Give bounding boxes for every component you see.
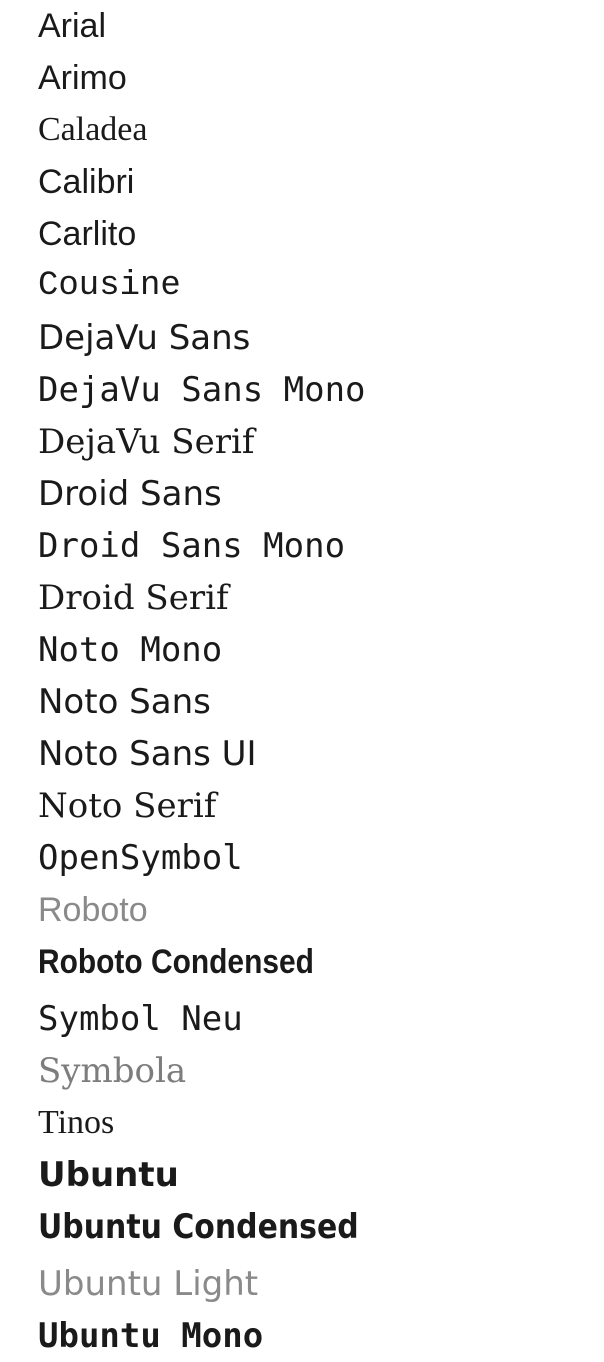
font-sample-row: Noto Mono [38, 630, 223, 670]
font-sample-row: Noto Sans UI [38, 734, 257, 774]
font-sample-row: Arial [38, 7, 107, 45]
font-sample-row: Arimo [38, 59, 127, 97]
font-sample-row: Calibri [38, 163, 135, 201]
font-sample-row: OpenSymbol [38, 838, 243, 878]
font-sample-row: Ubuntu Condensed [38, 1207, 359, 1247]
font-sample-row: DejaVu Serif [38, 422, 255, 462]
font-sample-row: Noto Serif [38, 786, 217, 826]
font-sample-row: Noto Sans [38, 682, 211, 722]
font-sample-row: Roboto [38, 891, 148, 929]
font-sample-row: Droid Serif [38, 578, 229, 618]
font-sample-row: Droid Sans Mono [38, 526, 346, 566]
font-sample-row: Ubuntu Mono [38, 1316, 264, 1356]
font-sample-row: DejaVu Sans Mono [38, 370, 366, 410]
font-sample-row: Symbola [38, 1051, 187, 1091]
font-sample-row: Roboto Condensed [38, 943, 314, 981]
font-sample-row: DejaVu Sans [38, 318, 251, 358]
font-sample-row: Ubuntu Light [38, 1264, 259, 1304]
font-sample-row: Symbol Neu [38, 999, 243, 1039]
font-sample-row: Carlito [38, 215, 137, 253]
font-sample-row: Cousine [38, 267, 181, 305]
font-sample-row: Tinos [38, 1104, 115, 1141]
font-sample-row: Ubuntu [38, 1155, 179, 1195]
font-sample-row: Caladea [38, 111, 148, 148]
font-sample-row: Droid Sans [38, 474, 222, 514]
